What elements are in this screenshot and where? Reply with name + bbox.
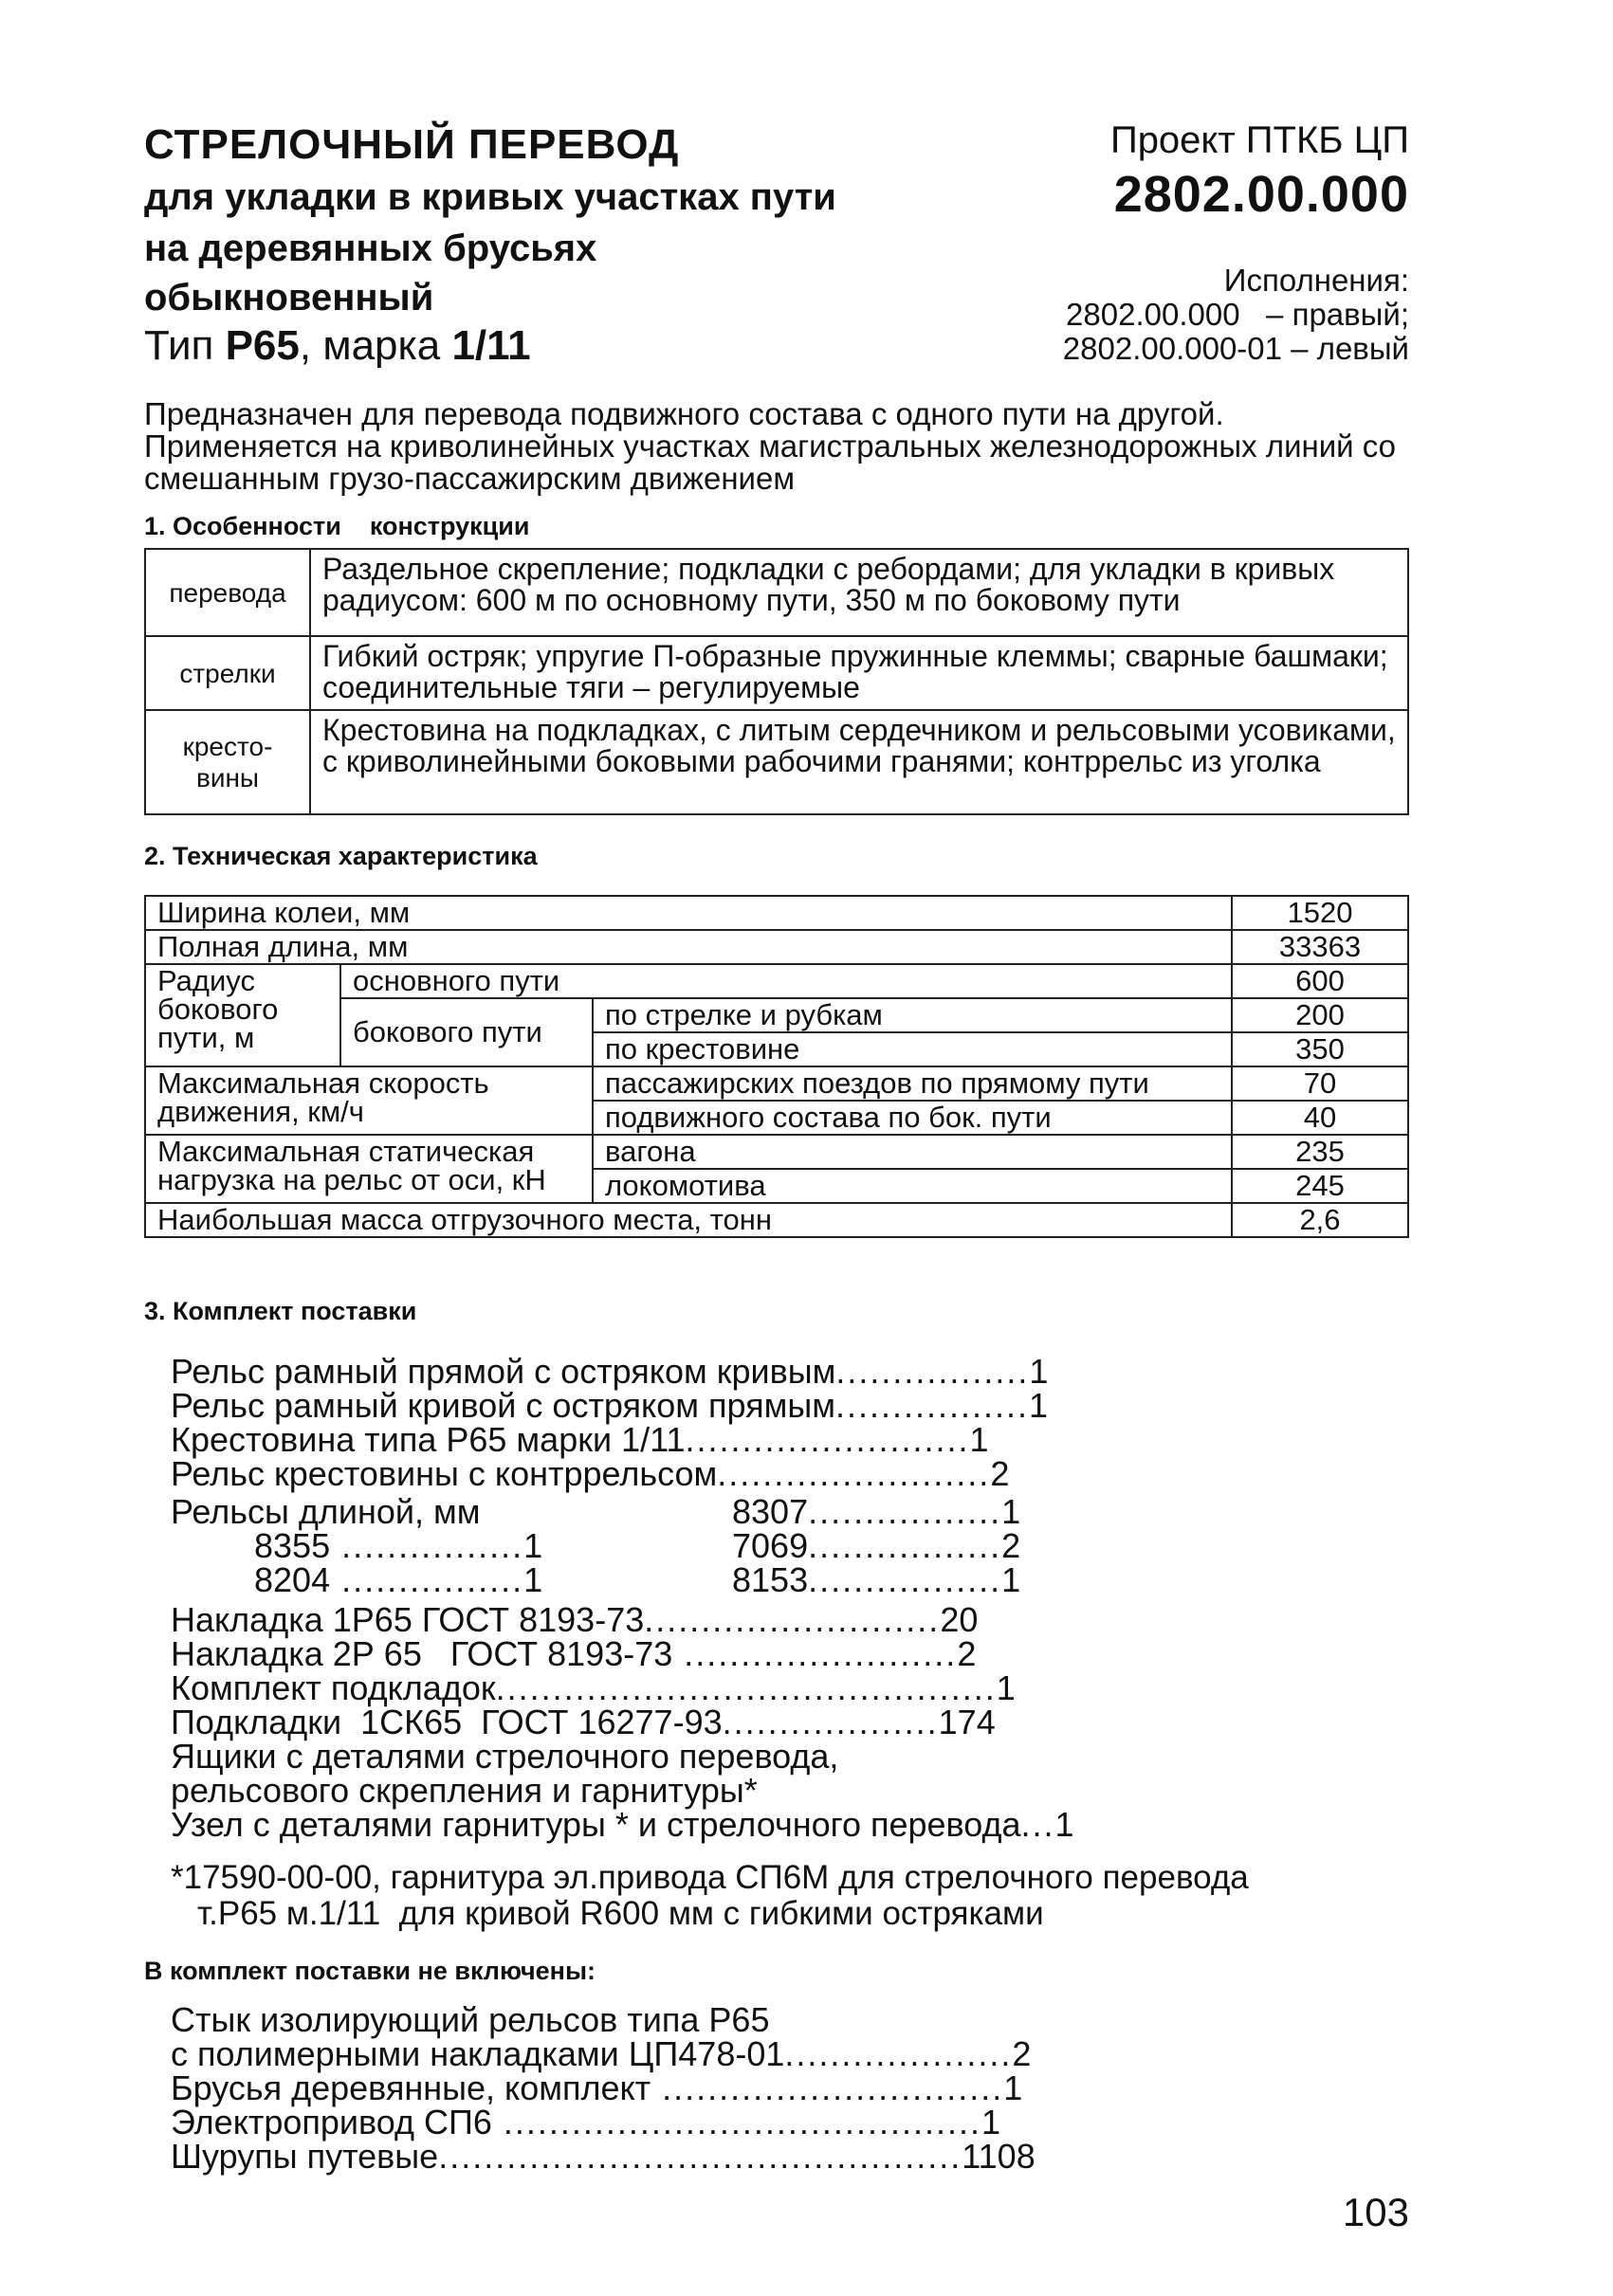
type-prefix: Тип [144,322,226,369]
tech-value: 70 [1232,1066,1408,1101]
kit-item: Накладка 2Р 65 ГОСТ 8193-73 ........................2 [171,1634,977,1673]
variant-left: 2802.00.000-01 – левый [1062,331,1409,366]
kit-item: 8355 ................1 [254,1526,543,1565]
feature-label: стрелки [145,636,310,710]
rails-label: Рельсы длиной, мм [171,1492,481,1531]
variants-block [1063,264,1409,366]
kit-item: Накладка 1Р65 ГОСТ 8193-73..........................20 [171,1600,979,1639]
kit-item: Подкладки 1СК65 ГОСТ 16277-93...................174 [171,1703,996,1741]
tech-value: 40 [1232,1101,1408,1135]
kit-item: Ящики с деталями стрелочного перевода, [171,1737,839,1776]
table-row [145,636,1408,710]
section-excluded-heading: В комплект поставки не включены: [144,1957,596,1985]
kit-item: Узел с деталями гарнитуры * и стрелочного перевода...1 [171,1805,1074,1844]
doc-title: СТРЕЛОЧНЫЙ ПЕРЕВОД [144,121,680,168]
variants-label: Исполнения: [1223,263,1409,298]
table-row [145,896,1408,930]
feature-label: перевода [145,549,310,636]
tech-sublabel: бокового пути [340,998,593,1066]
tech-sublabel: по стрелке и рубкам [593,998,1232,1032]
doc-subtitle-3: обыкновенный [144,277,434,319]
kit-item: Крестовина типа Р65 марки 1/11.........................1 [171,1420,989,1459]
doc-subtitle-2: на деревянных брусьях [144,228,597,269]
feature-label: кресто-вины [145,710,310,814]
feature-text: Раздельное скрепление; подкладки с ребордами; для укладки в кривых радиусом: 600 м по основному пути, 350 м по боковому пути [310,549,1408,636]
footnote-line: т.Р65 м.1/11 для кривой R600 мм с гибкими остряками [197,1895,1044,1932]
project-label: Проект ПТКБ ЦП [1109,119,1409,161]
kit-item: Рельс крестовины с контррельсом........................2 [171,1454,1010,1493]
type-mark-line [144,322,531,370]
tech-value: 200 [1232,998,1408,1032]
kit-item: 8153.................1 [732,1560,1021,1599]
page-number: 103 [1342,2190,1409,2234]
tech-value: 1520 [1232,896,1408,930]
kit-item: 8307.................1 [732,1492,1021,1531]
variant-right: 2802.00.000 – правый; [1066,297,1409,332]
excluded-item: Электропривод СП6 ..........................................1 [171,2103,1000,2141]
tech-sublabel: пассажирских поездов по прямому пути [593,1066,1232,1101]
doc-subtitle-1: для укладки в кривых участках пути [144,176,836,218]
excluded-item: Стык изолирующий рельсов типа Р65 [171,2000,770,2039]
tech-value: 350 [1232,1032,1408,1066]
type-value: Р65 [225,322,300,369]
excluded-item: Шурупы путевые..............................................1108 [171,2137,1036,2176]
tech-label: Наибольшая масса отгрузочного места, тонн [145,1203,1232,1237]
table-row [145,549,1408,636]
section-tech-heading: 2. Техническая характеристика [144,842,538,870]
kit-item: Комплект подкладок............................................1 [171,1668,1016,1707]
tech-label: Радиус бокового пути, м [145,964,340,1066]
tech-sublabel: подвижного состава по бок. пути [593,1101,1232,1135]
table-row [145,1203,1408,1237]
tech-table [144,895,1409,1238]
kit-item: Рельс рамный прямой с остряком кривым.................1 [171,1352,1049,1391]
tech-label: Максимальная скорость движения, км/ч [145,1066,593,1135]
kit-item: 8204 ................1 [254,1560,543,1599]
excluded-item: с полимерными накладками ЦП478-01....................2 [171,2034,1032,2073]
mark-prefix: , марка [299,322,452,369]
kit-item: рельсового скрепления и гарнитуры* [171,1771,758,1810]
table-row [145,710,1408,814]
excluded-item: Брусья деревянные, комплект ..............................1 [171,2068,1023,2107]
tech-value: 2,6 [1232,1203,1408,1237]
project-number: 2802.00.000 [1113,166,1409,223]
table-row [145,930,1408,964]
tech-sublabel: по крестовине [593,1032,1232,1066]
mark-value: 1/11 [451,322,531,369]
table-row [145,964,1408,998]
feature-text: Гибкий остряк; упругие П-образные пружинные клеммы; сварные башмаки; соединительные тяги – регулируемые [310,636,1408,710]
tech-value: 33363 [1232,930,1408,964]
kit-item: Рельс рамный кривой с остряком прямым.................1 [171,1386,1049,1425]
section-features-heading: 1. Особенности конструкции [144,512,530,540]
tech-sublabel: локомотива [593,1169,1232,1203]
feature-text: Крестовина на подкладках, с литым сердечником и рельсовыми усовиками, с криволинейными боковыми рабочими гранями; контррельс из уголка [310,710,1408,814]
footnote-line: *17590-00-00, гарнитура эл.привода СП6М для стрелочного перевода [171,1859,1249,1896]
table-row [145,1135,1408,1169]
kit-footnote [171,1860,1249,1932]
tech-sublabel: основного пути [340,964,1232,998]
section-kit-heading: 3. Комплект поставки [144,1297,417,1325]
tech-label: Полная длина, мм [145,930,1232,964]
table-row [145,1066,1408,1101]
tech-value: 600 [1232,964,1408,998]
tech-label: Максимальная статическая нагрузка на рельс от оси, кН [145,1135,593,1203]
features-table [144,548,1409,815]
tech-value: 245 [1232,1169,1408,1203]
tech-value: 235 [1232,1135,1408,1169]
intro-paragraph: Предназначен для перевода подвижного состава с одного пути на другой. Применяется на криволинейных участках магистральных железнодорожных линий со смешанным грузо-пассажирским движением [144,396,1396,496]
tech-label: Ширина колеи, мм [145,896,1232,930]
tech-sublabel: вагона [593,1135,1232,1169]
kit-item: 7069.................2 [732,1526,1021,1565]
